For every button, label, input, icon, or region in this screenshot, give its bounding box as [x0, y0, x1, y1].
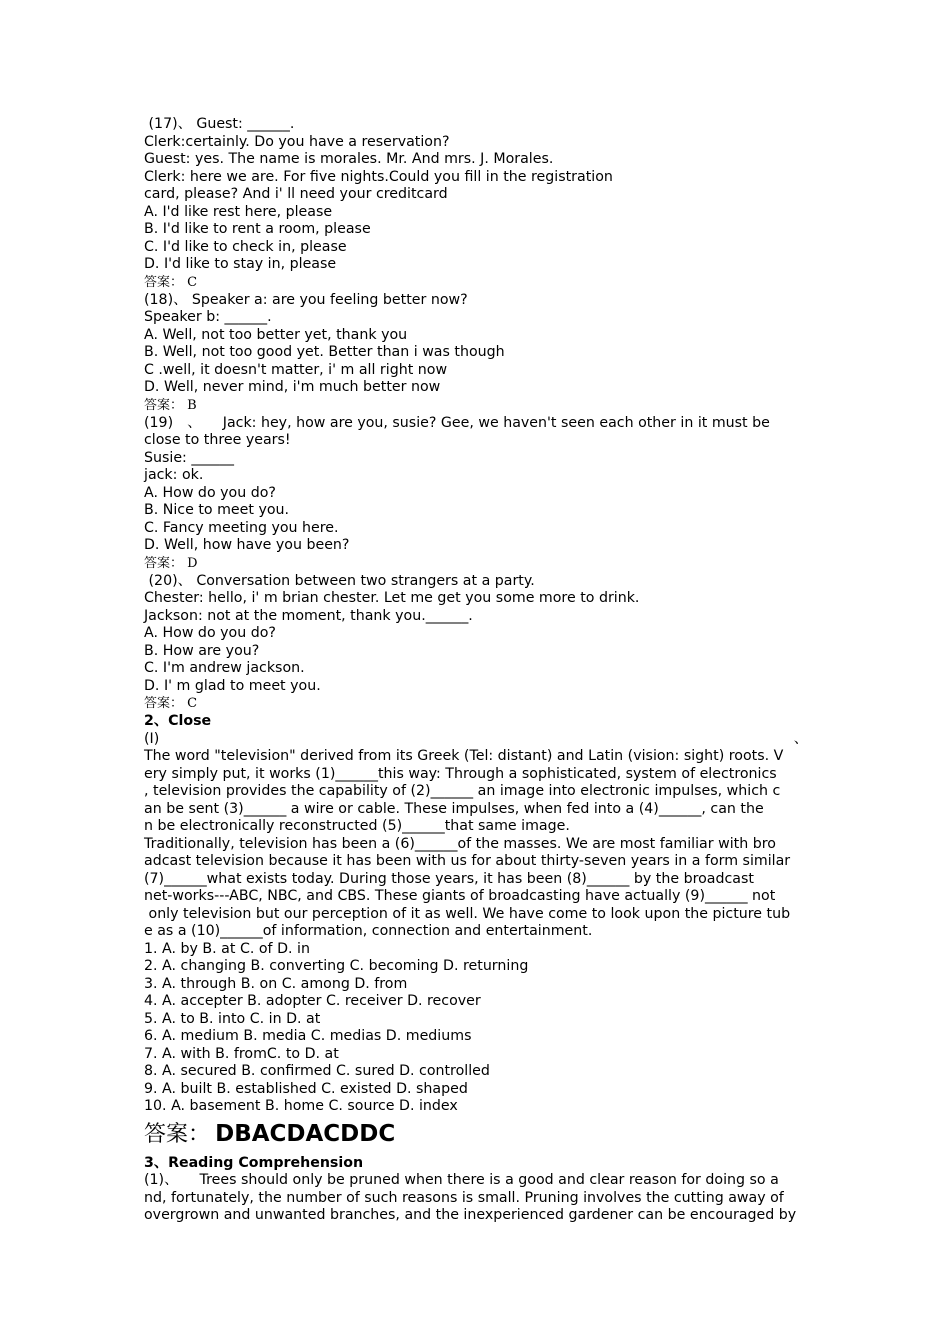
part-label-row [144, 731, 808, 749]
option-d: D. I'd like to stay in, please [144, 256, 337, 272]
passage [144, 748, 808, 941]
reading-section [144, 1155, 808, 1225]
passage-line: (7)______what exists today. During those years, it has been (8)______ by the broadcast [144, 870, 754, 887]
option-d: D. Well, never mind, i'm much better now [144, 379, 441, 395]
choice-item: 9. A. built B. established C. existed D. shaped [144, 1080, 468, 1097]
question-17 [144, 116, 808, 292]
choice-item: 7. A. with B. fromC. to D. at [144, 1045, 339, 1062]
document-content [144, 116, 808, 1225]
question-title: (18)、 Speaker a: are you feeling better now? [144, 291, 468, 308]
choice-item: 2. A. changing B. converting C. becoming D. returning [144, 958, 529, 974]
choice-item: 3. A. through B. on C. among D. from [144, 975, 408, 992]
option-b: B. How are you? [144, 642, 260, 659]
dialogue-line: Chester: hello, i' m brian chester. Let me get you some more to drink. [144, 590, 640, 606]
dialogue-line: card, please? And i' ll need your creditcard [144, 186, 448, 202]
dialogue-line: Guest: yes. The name is morales. Mr. And mrs. J. Morales. [144, 151, 554, 167]
passage-line: The word "television" derived from its Greek (Tel: distant) and Latin (vision: sight) roots. V [144, 748, 784, 764]
close-section [144, 713, 808, 1151]
choice-item: 10. A. basement B. home C. source D. index [144, 1098, 458, 1114]
choice-item: 4. A. accepter B. adopter C. receiver D. recover [144, 993, 481, 1009]
passage-line: , television provides the capability of (2)______ an image into electronic impulses, which c [144, 783, 781, 799]
section-number: 3、 [144, 1154, 169, 1171]
choice-item: 8. A. secured B. confirmed C. sured D. controlled [144, 1063, 490, 1079]
dialogue-line: Susie: ______ [144, 449, 234, 466]
question-title-continued: close to three years! [144, 432, 291, 448]
choice-item: 5. A. to B. into C. in D. at [144, 1010, 321, 1027]
answer-line: 答案： B [144, 397, 197, 413]
option-d: D. Well, how have you been? [144, 537, 350, 553]
option-c: C .well, it doesn't matter, i' m all right now [144, 361, 448, 378]
passage-line: only television but our perception of it as well. We have come to look upon the picture tub [144, 905, 791, 922]
passage-line: ery simply put, it works (1)______this way: Through a sophisticated, system of electronics [144, 765, 777, 782]
section-title: Reading Comprehension [168, 1154, 364, 1171]
passage-line: (1)、 Trees should only be pruned when there is a good and clear reason for doing so a [144, 1172, 779, 1188]
section-title: Close [168, 713, 212, 729]
question-title: (17)、 Guest: ______. [144, 116, 295, 132]
choice-item: 1. A. by B. at C. of D. in [144, 940, 310, 957]
answer-key: DBACDACDDC [215, 1120, 396, 1147]
dialogue-line: Clerk: here we are. For five nights.Could you fill in the registration [144, 168, 613, 185]
option-a: A. How do you do? [144, 625, 276, 641]
option-b: B. Nice to meet you. [144, 502, 290, 518]
answer-line: 答案： C [144, 696, 198, 711]
option-c: C. I'm andrew jackson. [144, 660, 305, 676]
question-20 [144, 573, 808, 714]
answer-key-label: 答案： [144, 1121, 211, 1147]
question-18 [144, 292, 808, 415]
answer-line: 答案： C [144, 274, 198, 290]
answer-line: 答案： D [144, 555, 198, 571]
section-heading [144, 713, 808, 731]
option-a: A. How do you do? [144, 484, 276, 501]
dialogue-line: Jackson: not at the moment, thank you.______. [144, 607, 473, 624]
dialogue-line: jack: ok. [144, 467, 204, 483]
question-title: (20)、 Conversation between two strangers at a party. [144, 572, 535, 589]
passage-line: nd, fortunately, the number of such reasons is small. Pruning involves the cutting away of [144, 1189, 784, 1206]
choice-list [144, 941, 808, 1116]
passage-line: n be electronically reconstructed (5)______that same image. [144, 818, 570, 834]
part-label-mark: 、 [793, 730, 808, 747]
option-a: A. Well, not too better yet, thank you [144, 326, 408, 343]
question-title: (19) 、 Jack: hey, how are you, susie? Gee, we haven't seen each other in it must be [144, 414, 770, 431]
passage-line: overgrown and unwanted branches, and the inexperienced gardener can be encouraged by [144, 1207, 797, 1223]
option-a: A. I'd like rest here, please [144, 203, 333, 220]
option-b: B. I'd like to rent a room, please [144, 221, 371, 237]
dialogue-line: Clerk:certainly. Do you have a reservation? [144, 133, 450, 150]
passage-line: an be sent (3)______ a wire or cable. These impulses, when fed into a (4)______, can the [144, 800, 764, 817]
dialogue-line: Speaker b: ______. [144, 309, 272, 325]
option-b: B. Well, not too good yet. Better than i was though [144, 344, 505, 360]
part-label: (I) [144, 730, 160, 747]
passage-line: Traditionally, television has been a (6)______of the masses. We are most familiar with bro [144, 835, 776, 852]
section-number: 2、 [144, 713, 169, 729]
choice-item: 6. A. medium B. media C. medias D. mediums [144, 1028, 472, 1044]
option-c: C. I'd like to check in, please [144, 238, 347, 255]
passage-line: e as a (10)______of information, connection and entertainment. [144, 923, 593, 939]
option-d: D. I' m glad to meet you. [144, 677, 321, 694]
passage-line: net-works---ABC, NBC, and CBS. These giants of broadcasting have actually (9)______ not [144, 888, 776, 904]
passage-line: adcast television because it has been with us for about thirty-seven years in a form similar [144, 853, 791, 869]
answer-key-line [144, 1119, 808, 1151]
option-c: C. Fancy meeting you here. [144, 519, 339, 536]
question-19 [144, 415, 808, 573]
section-heading [144, 1155, 808, 1173]
